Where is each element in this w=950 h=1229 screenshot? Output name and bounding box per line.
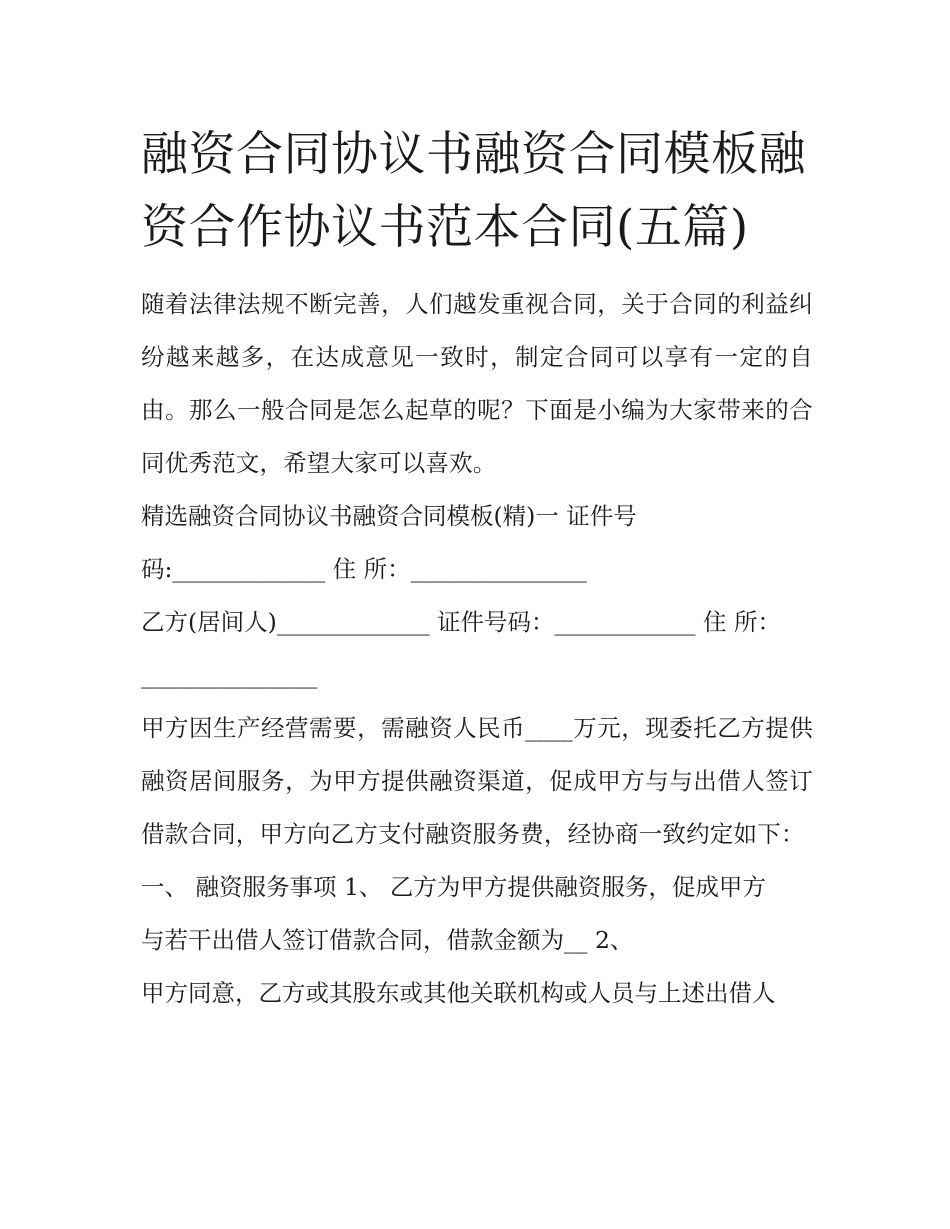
section-heading: 精选融资合同协议书融资合同模板(精)一 证件号 — [141, 502, 637, 530]
party-b-address-blank: _______________ — [141, 661, 318, 689]
clause-1-line-2: 与若干出借人签订借款合同，借款金额为__ 2、 — [141, 926, 634, 954]
document-page — [141, 118, 813, 1020]
party-a-line: 码:_____________ 住 所：_______________ — [141, 555, 587, 583]
intro-paragraph: 随着法律法规不断完善，人们越发重视合同，关于合同的利益纠纷越来越多，在达成意见一致时，制定合同可以享有一定的自由。那么一般合同是怎么起草的呢？下面是小编为大家带来的合同优秀范文，希望大家可以喜欢。 — [141, 290, 813, 477]
clause-1-line-1: 一、 融资服务事项 1、 乙方为甲方提供融资服务，促成甲方 — [141, 873, 766, 901]
party-b-line: 乙方(居间人)_____________ 证件号码：____________ 住 所： — [141, 608, 781, 636]
clause-2-line-1: 甲方同意，乙方或其股东或其他关联机构或人员与上述出借人 — [141, 979, 776, 1007]
document-title: 融资合同协议书融资合同模板融资合作协议书范本合同(五篇) — [141, 127, 806, 255]
body-paragraph-1: 甲方因生产经营需要，需融资人民币____万元，现委托乙方提供融资居间服务，为甲方提供融资渠道，促成甲方与与出借人签订借款合同，甲方向乙方支付融资服务费，经协商一致约定如下： — [141, 714, 813, 848]
